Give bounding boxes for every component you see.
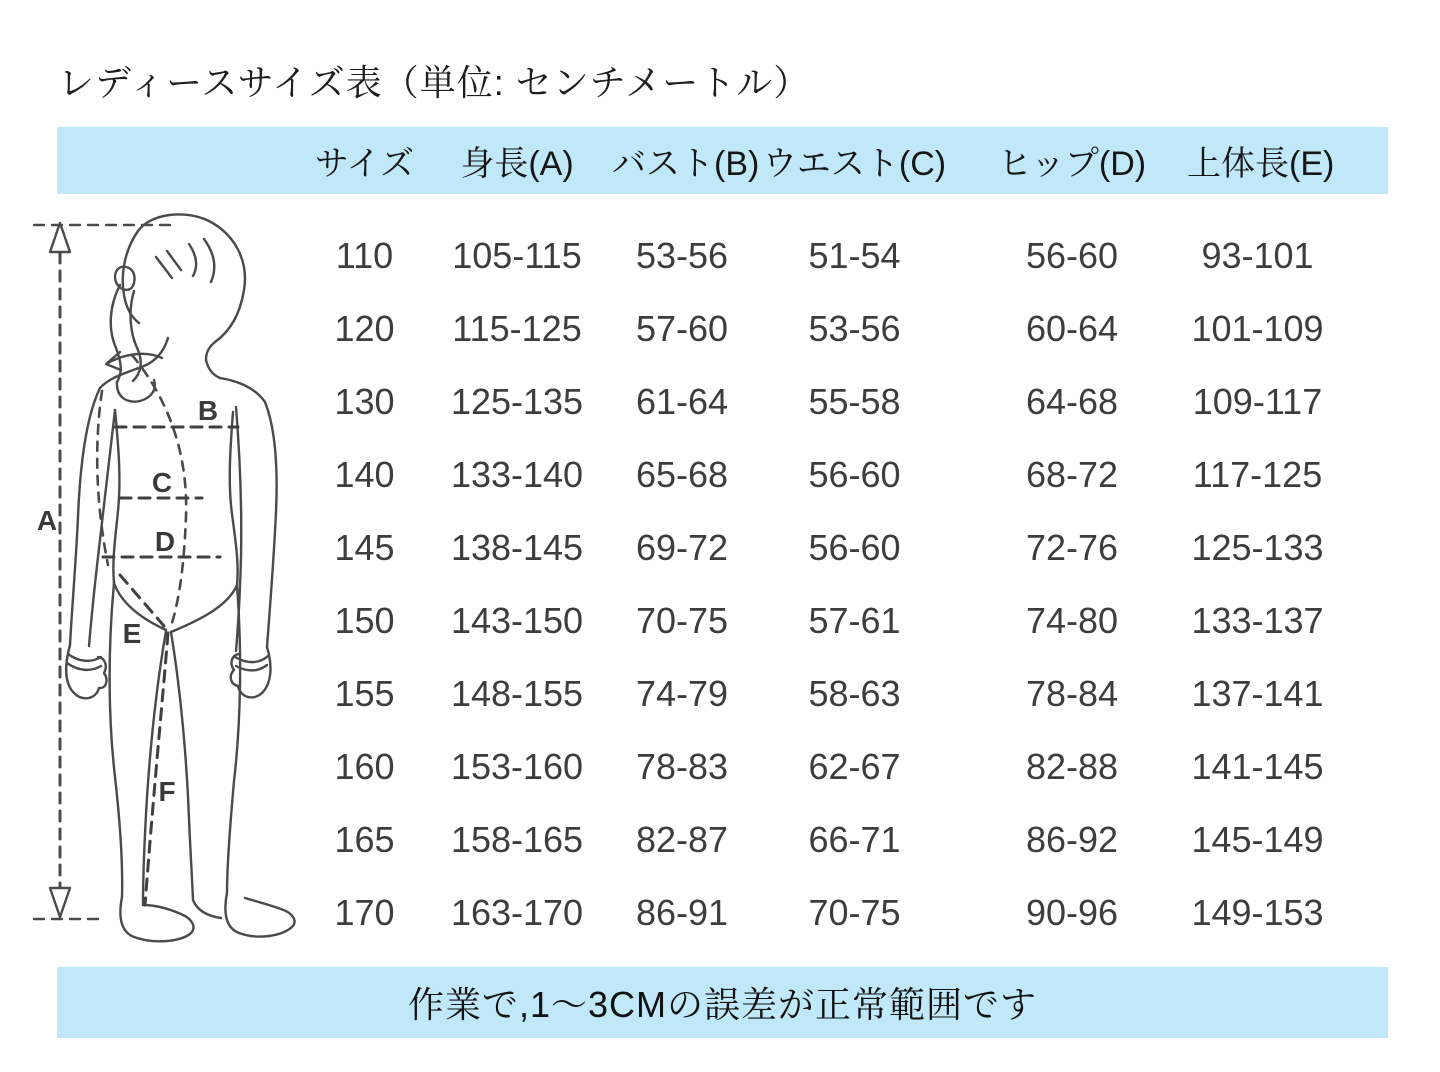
waist-cell: 62-67 xyxy=(808,745,901,787)
bust-cell: 82-87 xyxy=(635,818,729,860)
hip-cell: 78-84 xyxy=(1025,672,1119,714)
height-measure-lines xyxy=(34,223,178,919)
waist-cell: 56-60 xyxy=(808,526,901,568)
hip-cell: 56-60 xyxy=(1025,234,1119,276)
torso-cell: 145-149 xyxy=(1191,818,1324,860)
figure-contour-lines xyxy=(97,355,186,629)
bust-cell: 65-68 xyxy=(635,453,729,495)
torso-cell: 149-153 xyxy=(1191,891,1324,933)
hip-cell: 60-64 xyxy=(1025,307,1119,349)
footer-note-band xyxy=(57,967,1388,1038)
size-cell: 170 xyxy=(334,891,395,933)
waist-cell: 56-60 xyxy=(808,453,901,495)
hip-cell: 64-68 xyxy=(1025,380,1119,422)
waist-cell: 70-75 xyxy=(808,891,901,933)
size-cell: 145 xyxy=(334,526,395,568)
hip-cell: 68-72 xyxy=(1025,453,1119,495)
torso-cell: 137-141 xyxy=(1191,672,1324,714)
height-cell: 125-135 xyxy=(450,380,584,422)
body-measurement-figure xyxy=(20,205,300,965)
height-cell: 153-160 xyxy=(450,745,584,787)
hip-cell: 90-96 xyxy=(1025,891,1119,933)
height-cell: 105-115 xyxy=(452,234,582,276)
waist-cell: 51-54 xyxy=(808,234,901,276)
size-cell: 150 xyxy=(334,599,395,641)
size-cell: 140 xyxy=(334,453,395,495)
column-header-hip: ヒップ(D) xyxy=(997,145,1147,183)
hip-cell: 86-92 xyxy=(1025,818,1119,860)
height-cell: 158-165 xyxy=(450,818,584,860)
waist-cell: 66-71 xyxy=(808,818,901,860)
waist-cell: 55-58 xyxy=(808,380,901,422)
torso-cell: 133-137 xyxy=(1191,599,1324,641)
hip-cell: 72-76 xyxy=(1025,526,1119,568)
bust-cell: 74-79 xyxy=(635,672,729,714)
torso-cell: 109-117 xyxy=(1192,380,1323,422)
label-e: E xyxy=(122,618,142,649)
label-a: A xyxy=(36,505,58,536)
waist-cell: 58-63 xyxy=(808,672,901,714)
label-f: F xyxy=(158,776,176,807)
hip-cell: 82-88 xyxy=(1025,745,1119,787)
size-cell: 155 xyxy=(334,672,395,714)
arrow-up-icon xyxy=(50,223,70,252)
column-header-height: 身長(A) xyxy=(460,145,574,183)
height-cell: 138-145 xyxy=(450,526,584,568)
waist-cell: 57-61 xyxy=(808,599,901,641)
height-cell: 133-140 xyxy=(450,453,584,495)
table-header-row xyxy=(57,127,1388,194)
column-header-size: サイズ xyxy=(314,145,415,183)
page-title: レディースサイズ表（単位: センチメートル） xyxy=(58,62,811,103)
label-c: C xyxy=(151,467,173,498)
column-header-bust: バスト(B) xyxy=(612,145,760,183)
bust-cell: 69-72 xyxy=(635,526,729,568)
torso-cell: 141-145 xyxy=(1191,745,1324,787)
torso-cell: 101-109 xyxy=(1191,307,1324,349)
torso-cell: 125-133 xyxy=(1191,526,1324,568)
size-cell: 110 xyxy=(335,234,394,276)
bust-cell: 53-56 xyxy=(635,234,729,276)
column-header-torso: 上体長(E) xyxy=(1187,145,1335,183)
height-cell: 115-125 xyxy=(452,307,582,349)
figure-neck-shoulders xyxy=(100,338,265,402)
arrow-down-icon xyxy=(50,888,70,917)
size-cell: 120 xyxy=(334,307,395,349)
label-b: B xyxy=(197,395,219,426)
bust-cell: 61-64 xyxy=(635,380,729,422)
torso-cell: 93-101 xyxy=(1201,234,1314,276)
size-cell: 165 xyxy=(334,818,395,860)
header-spacer-cell xyxy=(57,127,307,194)
hip-cell: 74-80 xyxy=(1025,599,1119,641)
torso-cell: 117-125 xyxy=(1192,453,1323,495)
size-cell: 160 xyxy=(334,745,395,787)
footer-note-text: 作業で,1～3CMの誤差が正常範囲です xyxy=(407,984,1038,1025)
bust-cell: 57-60 xyxy=(635,307,729,349)
column-header-waist: ウエスト(C) xyxy=(762,145,947,183)
waist-cell: 53-56 xyxy=(808,307,901,349)
bust-cell: 78-83 xyxy=(635,745,729,787)
size-cell: 130 xyxy=(334,380,395,422)
bust-cell: 86-91 xyxy=(635,891,729,933)
height-cell: 143-150 xyxy=(450,599,584,641)
bust-cell: 70-75 xyxy=(635,599,729,641)
height-cell: 163-170 xyxy=(450,891,584,933)
measure-lines xyxy=(103,427,238,905)
height-cell: 148-155 xyxy=(450,672,584,714)
label-d: D xyxy=(154,526,176,557)
figure-torso xyxy=(113,410,237,632)
